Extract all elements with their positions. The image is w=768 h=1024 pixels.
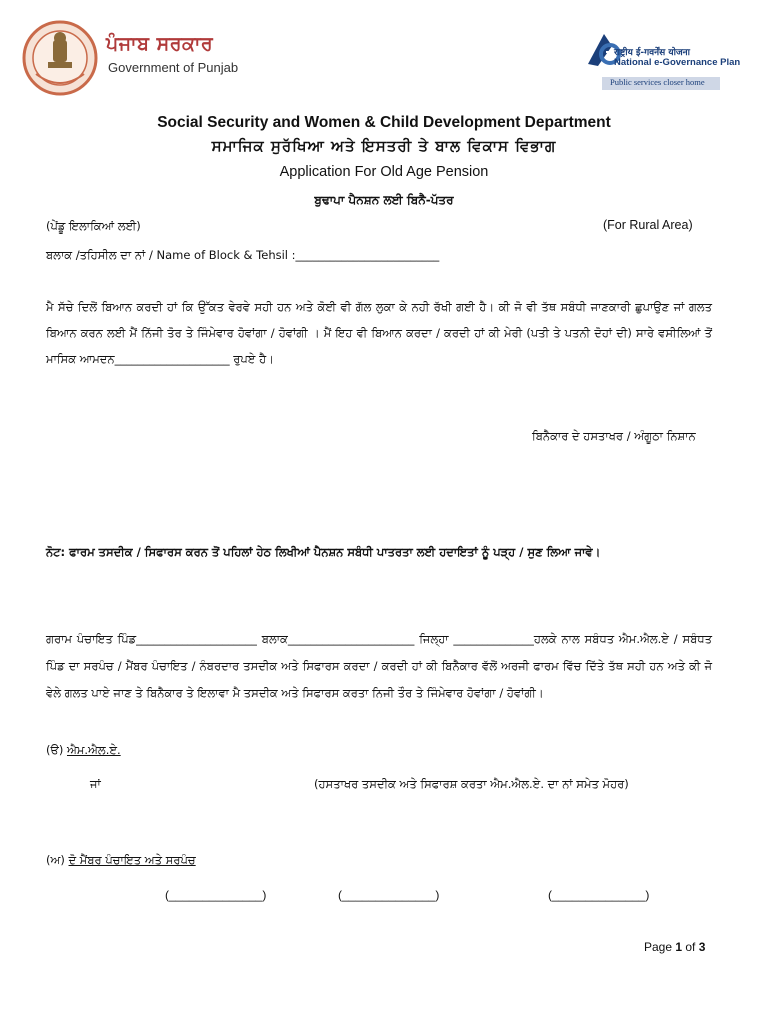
members-label: ਦੋ ਮੈਂਬਰ ਪੰਚਾਇਤ ਅਤੇ ਸਰਪੰਚ xyxy=(68,853,196,867)
applicant-signature-label: ਬਿਨੈਕਾਰ ਦੇ ਹਸਤਾਖਰ / ਅੰਗੂਠਾ ਨਿਸ਼ਾਨ xyxy=(532,429,696,443)
government-name-english: Government of Punjab xyxy=(108,60,239,75)
block-tehsil-field[interactable]: ਬਲਾਕ /ਤਹਿਸੀਲ ਦਾ ਨਾਂ / Name of Block & Tehsil :_________________________ xyxy=(46,248,440,262)
egov-name: National e-Governance Plan xyxy=(614,57,741,68)
mla-prefix: (ੳ) xyxy=(46,743,67,757)
verification-paragraph: ਗਰਾਮ ਪੰਚਾਇਤ ਪਿੰਡ_____________________ ਬਲਾਕ______________________ ਜਿਲ੍ਹਾ ______________ਹਲਕੇ ਨਾਲ ਸਬੰਧਤ ਐਮ.ਐਲ.ਏ / ਸਬੰਧਤ ਪਿੰਡ ਦਾ ਸਰਪੰਚ / ਮੈਂਬਰ ਪੰਚਾਇਤ / ਨੰਬਰਦਾਰ ਤਸਦੀਕ ਅਤੇ ਸਿਫਾਰਸ ਕਰਦਾ / ਕਰਦੀ ਹਾਂ ਕੀ ਬਿਨੈਕਾਰ ਵੱਲੋਂ ਅਰਜੀ ਫਾਰਮ ਵਿੱਚ ਦਿੱਤੇ ਤੱਥ ਸਹੀ ਹਨ ਅਤੇ ਕੀ ਜੋ ਵੇਲੇ ਗਲਤ ਪਾਏ ਜਾਣ ਤੇ ਬਿਨੈਕਾਰ ਤੇ ਇਲਾਵਾ ਮੈ ਤਸਦੀਕ ਅਤੇ ਸਿਫਾਰਸ ਕਰਤਾ ਨਿਜੀ ਤੌਰ ਤੇ ਜਿੰਮੇਵਾਰ ਹੋਵਾਂਗਾ / ਹੋਵਾਂਗੀ। xyxy=(46,632,712,700)
application-title-punjabi: ਬੁਢਾਪਾ ਪੈਨਸ਼ਨ ਲਈ ਬਿਨੈ-ਪੱਤਰ xyxy=(314,193,454,207)
mla-section-label xyxy=(46,742,121,758)
mla-label: ਐਮ.ਐਲ.ਏ. xyxy=(66,743,121,757)
application-title-english: Application For Old Age Pension xyxy=(279,164,489,180)
page-number xyxy=(644,940,705,954)
page-current: 1 xyxy=(675,940,683,954)
punjab-seal-logo xyxy=(22,16,98,100)
department-title-punjabi: ਸਮਾਜਿਕ ਸੁਰੱਖਿਆ ਅਤੇ ਇਸਤਰੀ ਤੇ ਬਾਲ ਵਿਕਾਸ ਵਿਭਾਗ xyxy=(211,137,557,155)
page-total: 3 xyxy=(698,940,706,954)
department-title-english: Social Security and Women & Child Development Department xyxy=(157,114,611,131)
egov-tagline: Public services closer home xyxy=(610,77,705,87)
rural-area-label-punjabi: (ਪੇਂਡੂ ਇਲਾਕਿਆਂ ਲਈ) xyxy=(46,219,141,233)
signature-blank-3[interactable]: (______________) xyxy=(548,888,650,902)
government-name-punjabi: ਪੰਜਾਬ ਸਰਕਾਰ xyxy=(106,33,214,55)
note-text: ਨੋਟ: ਫਾਰਮ ਤਸਦੀਕ / ਸਿਫਾਰਸ ਕਰਨ ਤੋਂ ਪਹਿਲਾਂ ਹੇਠ ਲਿਖੀਆਂ ਪੈਨਸ਼ਨ ਸਬੰਧੀ ਪਾਤਰਤਾ ਲਈ ਹਦਾਇਤਾਂ ਨੂੰ ਪੜ੍ਹ / ਸੁਣ ਲਿਆ ਜਾਵੇ। xyxy=(46,545,601,559)
signature-blank-1[interactable]: (______________) xyxy=(165,888,267,902)
page-of: of xyxy=(682,940,699,954)
or-text: ਜਾਂ xyxy=(90,777,101,791)
page-word: Page xyxy=(644,940,676,954)
members-prefix: (ਅ) xyxy=(46,853,69,867)
mla-signature-label: (ਹਸਤਾਖਰ ਤਸਦੀਕ ਅਤੇ ਸਿਫਾਰਸ਼ ਕਰਤਾ ਐਮ.ਐਲ.ਏ. ਦਾ ਨਾਂ ਸਮੇਤ ਮੋਹਰ) xyxy=(314,777,629,791)
rural-area-label-english: (For Rural Area) xyxy=(603,218,693,232)
declaration-paragraph: ਮੈ ਸੱਚੇ ਦਿਲੋਂ ਬਿਆਨ ਕਰਦੀ ਹਾਂ ਕਿ ਉੱਕਤ ਵੇਰਵੇ ਸਹੀ ਹਨ ਅਤੇ ਕੋਈ ਵੀ ਗੱਲ ਲੁਕਾ ਕੇ ਨਹੀ ਰੱਖੀ ਗਈ ਹੈ। ਕੀ ਜੋ ਵੀ ਤੱਥ ਸਬੰਧੀ ਜਾਣਕਾਰੀ ਛੁਪਾਉਣ ਜਾਂ ਗਲਤ ਬਿਆਨ ਕਰਨ ਲਈ ਮੈਂ ਨਿੱਜੀ ਤੋਰ ਤੇ ਜਿੰਮੇਵਾਰ ਹੋਵਾਂਗਾ / ਹੋਵਾਂਗੀ । ਮੈਂ ਇਹ ਵੀ ਬਿਆਨ ਕਰਦਾ / ਕਰਦੀ ਹਾਂ ਕੀ ਮੇਰੀ (ਪਤੀ ਤੇ ਪਤਨੀ ਦੋਹਾਂ ਦੀ) ਸਾਰੇ ਵਸੀਲਿਆਂ ਤੋਂ ਮਾਸਿਕ ਆਮਦਨ____________________ ਰੁਪਏ ਹੈ। xyxy=(46,300,712,366)
signature-blank-2[interactable]: (______________) xyxy=(338,888,440,902)
egov-hindi-text: राष्ट्रीय ई-गवर्नेंस योजना xyxy=(614,48,690,58)
members-section-label xyxy=(46,852,196,868)
egov-tagline-bar xyxy=(602,77,720,90)
